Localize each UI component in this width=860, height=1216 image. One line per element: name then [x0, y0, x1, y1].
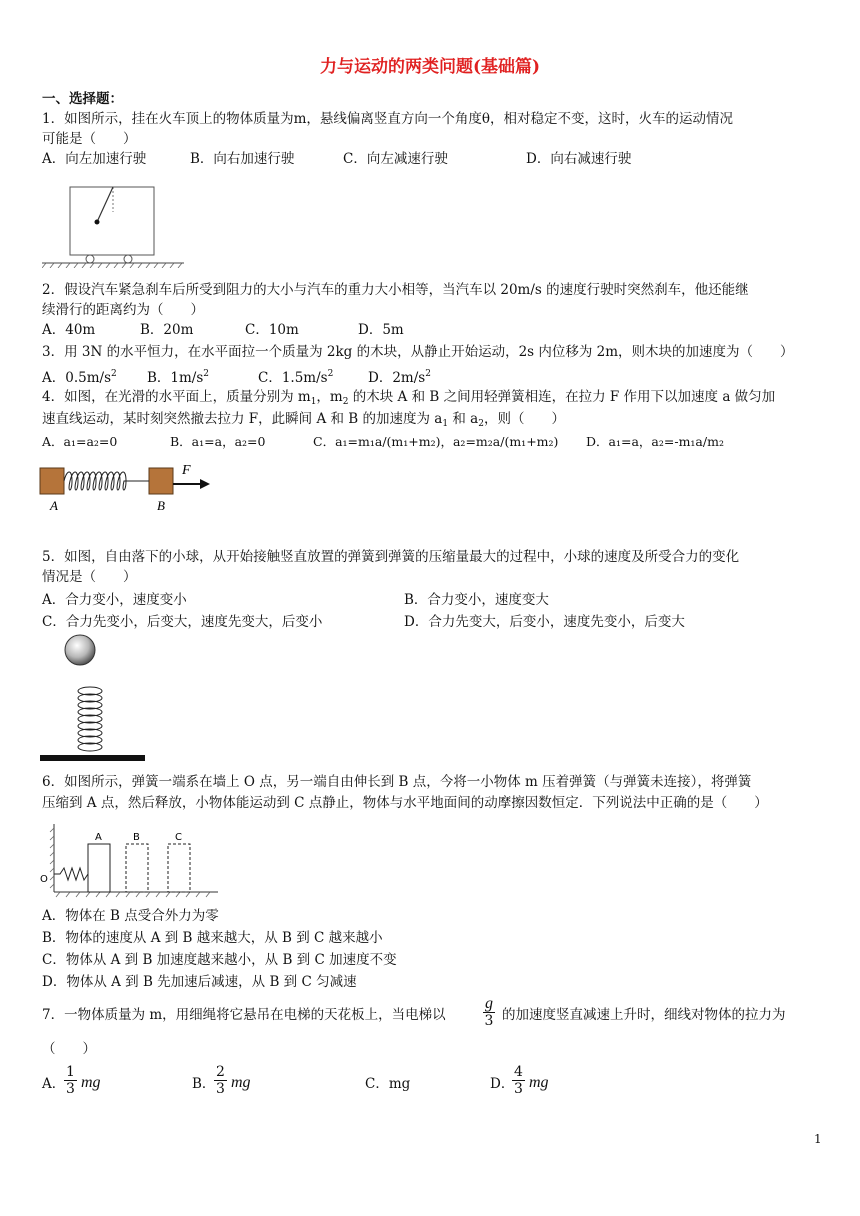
- q6-option-c: C．物体从 A 到 B 加速度越来越小，从 B 到 C 加速度不变: [42, 952, 397, 968]
- q2-option-a: A．40m: [42, 322, 96, 338]
- q7-option-d-fraction: $\frac{4}{3}$: [514, 1064, 523, 1097]
- point-a-label: A: [95, 832, 102, 843]
- q7-option-b-label: B．: [192, 1076, 216, 1092]
- q4-option-b: B．a₁=a，a₂=0: [170, 434, 266, 449]
- q4-stem-line1: 4．如图，在光滑的水平面上，质量分别为 $m_1$，$m_2$ 的木块 A 和 B 之间用轻弹簧相连，在拉力 F 作用下以加速度 a 做匀加: [42, 389, 776, 407]
- q7-option-d-label: D．: [490, 1076, 515, 1092]
- q6-option-a: A．物体在 B 点受合外力为零: [42, 908, 219, 924]
- train-pendulum-diagram: [42, 182, 187, 268]
- q1-option-a: A．向左加速行驶: [42, 151, 147, 167]
- page-number: 1: [814, 1132, 822, 1146]
- q4-option-c: C．a₁=m₁a/(m₁+m₂)，a₂=m₂a/(m₁+m₂): [313, 434, 559, 449]
- point-c-label: C: [175, 832, 182, 843]
- q7-option-b-mg: mg: [231, 1074, 251, 1091]
- q1-stem-line2: 可能是（ ）: [42, 131, 137, 147]
- section-heading: 一、选择题：: [42, 91, 123, 107]
- wall-spring-blocks-diagram: [38, 822, 220, 900]
- q6-option-d: D．物体从 A 到 B 先加速后减速，从 B 到 C 匀减速: [42, 974, 357, 990]
- q2-option-d: D．5m: [358, 322, 404, 338]
- q5-option-a: A．合力变小，速度变小: [42, 592, 187, 608]
- q4-option-a: A．a₁=a₂=0: [42, 434, 118, 449]
- q7-option-a-fraction: $\frac{1}{3}$: [66, 1064, 75, 1097]
- q7-stem-line1b: 的加速度竖直减速上升时，细线对物体的拉力为: [502, 1007, 786, 1023]
- q6-option-b: B．物体的速度从 A 到 B 越来越大，从 B 到 C 越来越小: [42, 930, 383, 946]
- force-label: F: [182, 463, 191, 478]
- point-o-label: O: [40, 874, 48, 885]
- q5-stem-line2: 情况是（ ）: [42, 569, 137, 585]
- q2-stem-line1: 2．假设汽车紧急刹车后所受到阻力的大小与汽车的重力大小相等，当汽车以 20m/s 的速度行驶时突然刹车，他还能继: [42, 282, 749, 298]
- q7-option-b-fraction: $\frac{2}{3}$: [216, 1064, 225, 1097]
- q5-option-d: D．合力先变大，后变小，速度先变小，后变大: [404, 614, 685, 630]
- q2-option-b: B．20m: [140, 322, 194, 338]
- q5-option-c: C．合力先变小，后变大，速度先变大，后变小: [42, 614, 323, 630]
- q2-stem-line2: 续滑行的距离约为（ ）: [42, 302, 204, 318]
- q3-stem: 3．用 3N 的水平恒力，在水平面拉一个质量为 2kg 的木块，从静止开始运动，2s 内位移为 2m，则木块的加速度为（ ）: [42, 344, 794, 360]
- q6-stem-line1: 6．如图所示，弹簧一端系在墙上 O 点，另一端自由伸长到 B 点，今将一小物体 m 压着弹簧（与弹簧未连接），将弹簧: [42, 774, 752, 790]
- q7-option-d-mg: mg: [529, 1074, 549, 1091]
- q3-option-a: A．$0.5m/s^2$: [42, 369, 117, 386]
- q6-stem-line2: 压缩到 A 点，然后释放，小物体能运动到 C 点静止，物体与水平地面间的动摩擦因数恒定．下列说法中正确的是（ ）: [42, 795, 768, 811]
- q4-option-d: D．a₁=a，a₂=-m₁a/m₂: [586, 434, 724, 449]
- block-b-label: B: [157, 498, 165, 513]
- q3-option-c: C．$1.5m/s^2$: [258, 369, 334, 386]
- q7-fraction-g-over-3: $\frac{g}{3}$: [484, 995, 494, 1029]
- point-b-label: B: [133, 832, 140, 843]
- q7-stem-line2: （ ）: [42, 1041, 96, 1057]
- q1-option-b: B．向右加速行驶: [190, 151, 295, 167]
- q5-stem-line1: 5．如图，自由落下的小球，从开始接触竖直放置的弹簧到弹簧的压缩量最大的过程中，小球的速度及所受合力的变化: [42, 549, 740, 565]
- page-title: 力与运动的两类问题(基础篇): [319, 57, 541, 77]
- q1-option-d: D．向右减速行驶: [526, 151, 632, 167]
- q7-stem-line1a: 7．一物体质量为 m，用细绳将它悬吊在电梯的天花板上，当电梯以: [42, 1007, 446, 1023]
- q7-option-c: C．mg: [365, 1076, 411, 1092]
- q1-stem-line1: 1．如图所示，挂在火车顶上的物体质量为m，悬线偏离竖直方向一个角度θ，相对稳定不变，这时，火车的运动情况: [42, 111, 734, 127]
- ball-spring-diagram: [40, 632, 150, 764]
- q2-option-c: C．10m: [245, 322, 299, 338]
- q7-option-a-mg: mg: [81, 1074, 101, 1091]
- q1-option-c: C．向左减速行驶: [343, 151, 448, 167]
- block-a-label: A: [50, 498, 58, 513]
- spring-blocks-diagram: [38, 460, 218, 514]
- q3-option-b: B．$1m/s^2$: [147, 369, 210, 386]
- q5-option-b: B．合力变小，速度变大: [404, 592, 549, 608]
- q4-stem-line2: 速直线运动，某时刻突然撤去拉力 F，此瞬间 A 和 B 的加速度为 $a_1$ 和 $a_2$，则（ ）: [42, 411, 565, 429]
- q3-option-d: D．$2m/s^2$: [368, 369, 431, 386]
- q7-option-a-label: A．: [42, 1076, 66, 1092]
